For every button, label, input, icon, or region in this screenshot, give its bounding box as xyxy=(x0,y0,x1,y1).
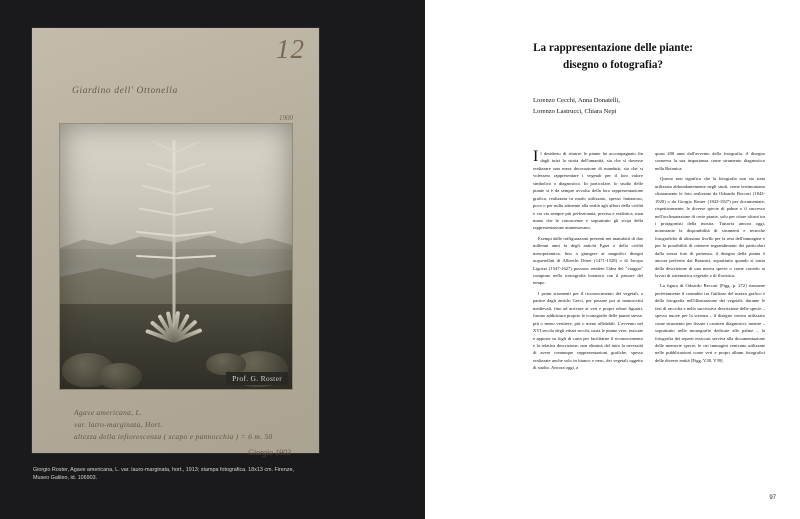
handwritten-species-line-1: Agave americana, L. xyxy=(74,408,143,417)
article-title-line-1: La rappresentazione delle piante: xyxy=(533,42,693,54)
paragraph: Esempi dalle raffigurazioni presenti nei manufatti di due millenni anni fa degli antichi Egizi o della civiltà mesopotamica, fino a giungere ai magnifici disegni acquerellati di Albrecht Dürer (1471-1528) o di Jacopo Ligozzi (1547-1627) possono rendere l'idea del "viaggio" compiuto nella iconografia botanica con il passare del tempo. xyxy=(533,235,643,286)
article-title-line-2: disegno o fotografia? xyxy=(562,58,664,71)
paragraph: I primi strumenti per il riconoscimento dei vegetali, a partire dagli antichi Greci, per passare poi ai manoscritti medievali, fino ad arrivare ai veri e propri erbari figurati, furono addirittura proprio le iconografie delle piante stesse, più o meno veritiere, più o meno affidabili. L'avvento nel XVI secolo degli erbari secchi, ossia le piante vere, essicate e apposte su fogli di carta per facilitarne il riconoscimento e la relativa descrizione, non eliminò del tutto la necessità di avere comunque rappresentazioni grafiche, spesso realizzate anche solo in bianco e nero, dei vegetali oggetto di studio. Ancora oggi, a xyxy=(533,290,643,371)
drop-cap: I xyxy=(533,148,539,165)
handwritten-measure-line: altezza della infiorescenza ( scapo e pannocchia ) = 6 m. 50 xyxy=(74,432,273,441)
paragraph: quasi 200 anni dall'avvento della fotografia, il disegno conserva la sua importanza come strumento diagnostico nella Botanica. xyxy=(655,151,765,171)
paragraph: La figura di Odoardo Beccari [Figg. p. 272] riassume perfettamente il connubio tra l'utilizzo del mezzo grafico e della fotografia nell'illustrazione dei vegetali: durante le fasi di raccolta e nella successiva descrizione delle specie – spesso nuove per la scienza – il disegno veniva utilizzato come strumento per fissare i caratteri diagnostici, mentre – soprattutto nelle monografie dedicate alle palme – la fotografia dei reperti essiccati serviva alla documentazione delle memorie specie, le cui immagini venivano utilizzate nelle pubblicazioni come veri e propri album fotografici delle diverse entità [Figg. V38, V39]. xyxy=(655,283,765,363)
figure-caption: Giorgio Roster, Agave americana, L. var. lauro-marginata, hort., 1913; stampa fotografica. 18x13 cm. Firenze, Museo Galileo, id. 106903. xyxy=(33,467,294,482)
right-page-text xyxy=(425,0,800,519)
column-right xyxy=(655,150,765,375)
album-handwritten-title: Giardino dell' Ottonella xyxy=(72,86,178,96)
page-number: 97 xyxy=(769,495,776,501)
album-handwritten-date: 1900 xyxy=(279,114,293,122)
article-authors xyxy=(533,96,763,118)
handwritten-species-line-2: var. latro-marginata, Hort. xyxy=(74,420,163,429)
handwritten-signature: Giorgio 1903 xyxy=(247,448,291,457)
column-left xyxy=(533,150,643,375)
photograph-agave xyxy=(60,124,292,389)
photographer-label: Prof. G. Roster xyxy=(226,372,288,385)
paragraph: Questo non significa che la fotografia non sia stata utilizzata abbondantemente negli studi, come testimoniano chiaramente le foto realizzate da Odoardo Beccari (1843-1920) o da Giorgio Roster (1843-1927) per documentare, rispettivamente, le diverse specie di palme o il successo nell'acclimatazione di certe piante, solo per citare alcuni tra i protagonisti della mostra. Tuttavia ancora oggi, nonostante la disponibilità di strumenti e tecniche fotografiche di altissimo livello per la resa dell'immagine e per la possibilità di ottenere ingrandimenti dei particolari dalla stessa foto di partenza, il disegno della pianta è ancora preferito dai Botanici, soprattutto quando si tratta della descrizione di una nuova specie o come corredo ai lavori di sistematica vegetale o di floristica. xyxy=(655,176,765,278)
article-body xyxy=(533,150,765,375)
plate-number: 12 xyxy=(276,34,305,64)
page-title xyxy=(463,40,763,74)
authors-line-2: Lorenzo Lastrucci, Chiara Nepi xyxy=(533,107,617,115)
photo-vignette xyxy=(60,124,292,389)
paragraph-text: l desiderio di ritrarre le piante ha accompagnato fin dagli inizi la storia dell'umanità, sia che si dovesse realizzare una mera decorazione di mandatti, sia che si volessero rappresentare i vegetali per il loro valore simbolico o diagnostico. In particolare, lo studio delle piante si è da sempre avvalso della loro rappresentazione grafica, realizzata in modo utilizzato, spesso fantasioso, poco o per nulla attinente alla realtà agli albori della civiltà e via via sempre più perfezionata, precisa e realistica, man mano che le conoscenze e soprattutto gli scopi della rappresentazione aumentavano. xyxy=(533,151,643,231)
authors-line-1: Lorenzo Cecchi, Anna Donatelli, xyxy=(533,97,620,104)
album-plate xyxy=(32,28,319,457)
paragraph xyxy=(533,150,643,232)
